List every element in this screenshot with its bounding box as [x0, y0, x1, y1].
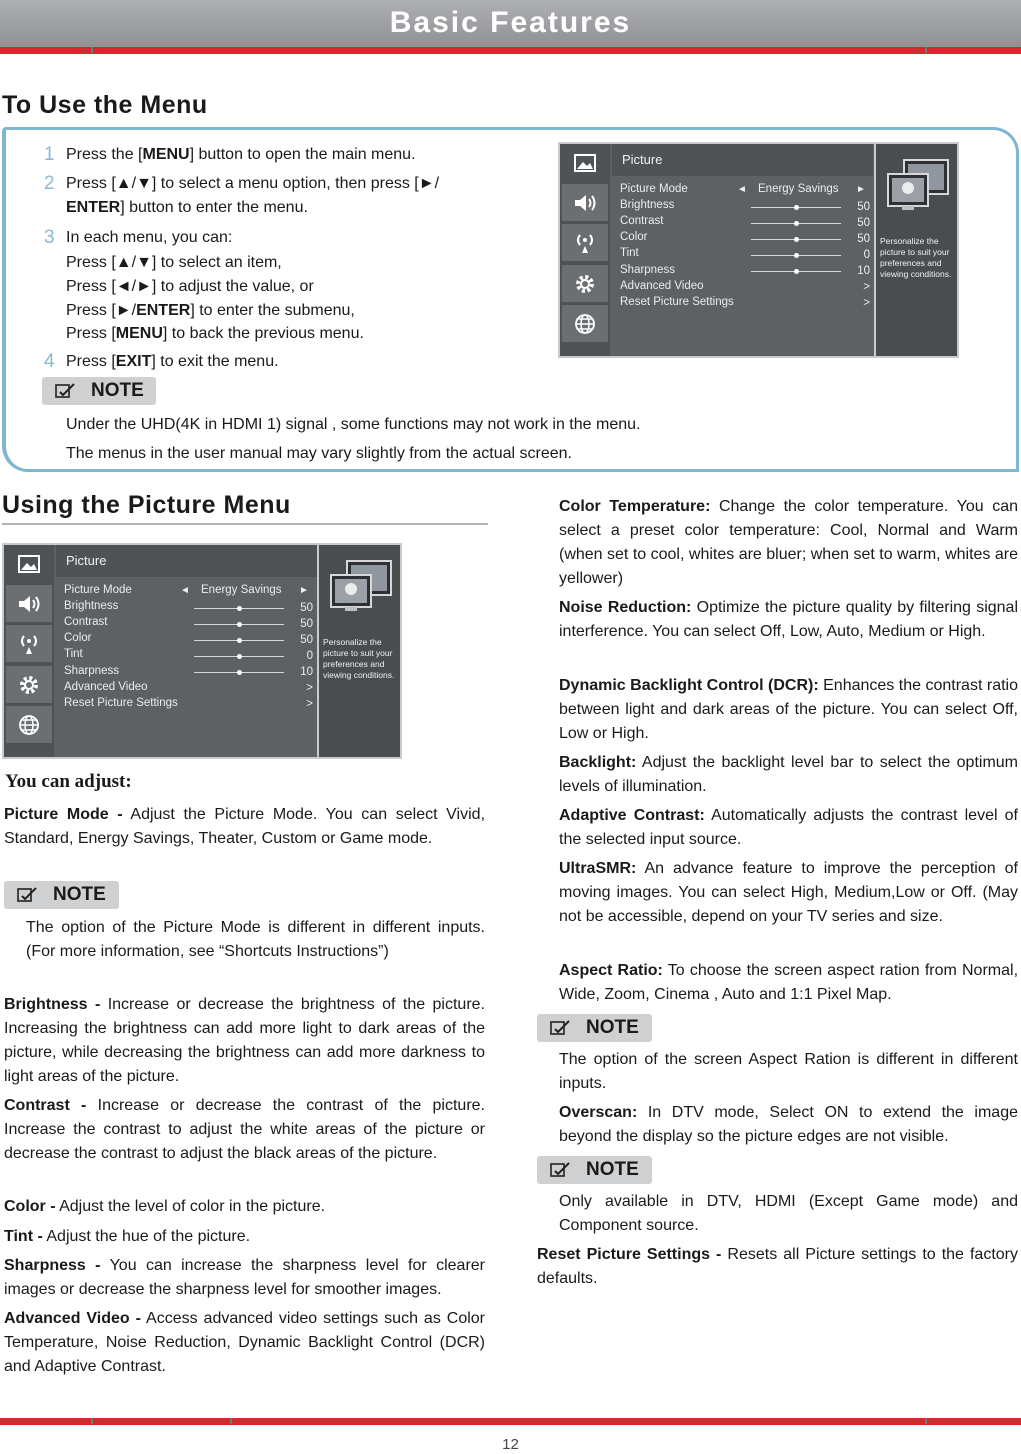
note-badge — [537, 1014, 652, 1042]
footer-tick — [230, 1418, 232, 1424]
menu-title: Picture — [56, 545, 317, 577]
menu-item-contrast: Contrast — [620, 215, 664, 227]
step-text: Press [EXIT] to exit the menu. — [66, 353, 279, 370]
section-heading-menu: To Use the Menu — [2, 91, 208, 119]
menu-item-reset: Reset Picture Settings — [620, 296, 734, 308]
footer-tick — [91, 1418, 93, 1424]
menu-item-sharpness: Sharpness — [620, 264, 675, 276]
tint-slider — [751, 255, 841, 256]
substep: Press [►/ENTER] to enter the submenu, — [66, 302, 355, 319]
arrow-right-icon: ► — [299, 585, 309, 596]
slider-knob — [794, 221, 799, 226]
header-banner — [0, 0, 1021, 47]
color-slider — [194, 640, 284, 641]
note-badge — [4, 881, 119, 909]
reset-chevron: > — [863, 297, 870, 309]
menu-item-tint: Tint — [620, 247, 639, 259]
menu-item-contrast: Contrast — [64, 616, 108, 628]
slider-knob — [237, 670, 242, 675]
arrow-right-icon: ► — [856, 184, 866, 195]
tint-slider — [194, 656, 284, 657]
menu-title: Picture — [612, 144, 873, 176]
slider-knob — [794, 237, 799, 242]
paragraph-aspect-ratio: Aspect Ratio: To choose the screen aspect ration from Normal, Wide, Zoom, Cinema , Auto and 1:1 Pixel Map. — [559, 962, 1019, 1003]
tv-picture-menu — [558, 142, 959, 358]
slider-knob — [237, 622, 242, 627]
paragraph-adaptive-contrast: Adaptive Contrast: Automatically adjusts the contrast level of the selected input source. — [559, 807, 1019, 848]
substep: Press [◄/►] to adjust the value, or — [66, 278, 314, 295]
step-text: In each menu, you can: — [66, 229, 233, 246]
step-number: 4 — [44, 351, 55, 372]
advanced-video-chevron: > — [863, 281, 870, 293]
arrow-left-icon: ◄ — [737, 184, 747, 195]
step-number: 1 — [44, 144, 55, 165]
paragraph-sharpness: Sharpness - You can increase the sharpness level for clearer images or decrease the sharpness level for smoother images. — [4, 1257, 485, 1298]
menu-icon-column — [560, 144, 610, 356]
color-value: 50 — [857, 233, 870, 245]
note-badge — [537, 1156, 652, 1184]
tv-picture-icon — [329, 559, 395, 615]
note-pencil-icon — [550, 1161, 571, 1178]
menu-help-panel — [317, 545, 400, 757]
help-text: Personalize the picture to suit your preferences and viewing conditions. — [880, 236, 952, 279]
page-title: Basic Features — [389, 6, 632, 39]
step-text: Press [▲/▼] to select a menu option, then press [►/ ENTER] button to enter the menu. — [66, 175, 440, 216]
menu-item-brightness: Brightness — [620, 199, 675, 211]
paragraph-brightness: Brightness - Increase or decrease the brightness of the picture. Increasing the brightness can add more light to dark areas of the picture, while decreasing the brightness can add more darkness to light areas of the picture. — [4, 996, 486, 1085]
help-text: Personalize the picture to suit your preferences and viewing conditions. — [323, 637, 395, 680]
paragraph-color: Color - Adjust the level of color in the picture. — [4, 1198, 326, 1215]
menu-item-color: Color — [620, 231, 648, 243]
note-label: NOTE — [91, 380, 144, 401]
advanced-video-chevron: > — [306, 682, 313, 694]
menu-item-reset: Reset Picture Settings — [64, 697, 178, 709]
paragraph-tint: Tint - Adjust the hue of the picture. — [4, 1228, 251, 1245]
step-number: 3 — [44, 227, 55, 248]
footer-divider — [0, 1418, 1021, 1425]
paragraph-ultrasmr: UltraSMR: An advance feature to improve the perception of moving images. You can select High, Medium,Low or Off. (May not be accessible, depend on your TV series and size. — [559, 860, 1018, 925]
contrast-value: 50 — [300, 618, 313, 630]
tv-picture-icon — [886, 158, 952, 214]
menu-item-tint: Tint — [64, 648, 83, 660]
sound-icon — [562, 184, 608, 221]
header-tick — [925, 47, 927, 53]
color-value: 50 — [300, 634, 313, 646]
note-text: The menus in the user manual may vary slightly from the actual screen. — [66, 445, 572, 462]
substep: Press [MENU] to back the previous menu. — [66, 325, 364, 342]
substep: Press [▲/▼] to select an item, — [66, 254, 282, 271]
brightness-slider — [194, 608, 284, 609]
adjust-heading: You can adjust: — [5, 771, 132, 792]
menu-item-picture-mode: Picture Mode — [620, 183, 688, 195]
step-text: Press the [MENU] button to open the main menu. — [66, 146, 416, 163]
sound-icon — [6, 585, 52, 622]
header-divider — [0, 47, 1021, 54]
section-heading-picture: Using the Picture Menu — [2, 491, 291, 519]
note-label: NOTE — [53, 884, 106, 905]
network-icon — [562, 224, 608, 261]
sharpness-value: 10 — [300, 666, 313, 678]
picture-mode-value: Energy Savings — [758, 183, 839, 195]
note-pencil-icon — [550, 1019, 571, 1036]
tint-value: 0 — [863, 249, 870, 261]
picture-mode-value: Energy Savings — [201, 584, 282, 596]
slider-knob — [237, 638, 242, 643]
slider-knob — [237, 606, 242, 611]
paragraph-dcr: Dynamic Backlight Control (DCR): Enhances the contrast ratio between light and dark areas of the picture. You can select Off, Low or High. — [559, 677, 1018, 742]
brightness-value: 50 — [857, 201, 870, 213]
footer-tick — [925, 1418, 927, 1424]
header-tick — [91, 47, 93, 53]
slider-knob — [794, 269, 799, 274]
step-number: 2 — [44, 173, 55, 194]
sharpness-slider — [751, 271, 841, 272]
tv-picture-menu-2 — [2, 543, 402, 759]
sharpness-slider — [194, 672, 284, 673]
globe-icon — [562, 305, 608, 342]
note-pencil-icon — [55, 382, 76, 399]
menu-item-advanced-video: Advanced Video — [64, 681, 148, 693]
picture-icon — [562, 145, 608, 180]
menu-help-panel — [874, 144, 957, 356]
settings-gear-icon — [6, 666, 52, 703]
page-number: 12 — [502, 1436, 519, 1453]
picture-icon — [6, 546, 52, 581]
note-text: Under the UHD(4K in HDMI 1) signal , some functions may not work in the menu. — [66, 416, 641, 433]
section-underline — [2, 523, 488, 525]
paragraph-contrast: Contrast - Increase or decrease the contrast of the picture. Increase the contrast to adjust the white areas of the picture or decrease the contrast to adjust the black areas of the picture. — [4, 1097, 486, 1162]
menu-icon-column — [4, 545, 54, 757]
reset-chevron: > — [306, 698, 313, 710]
paragraph-noise-reduction: Noise Reduction: Optimize the picture quality by filtering signal interference. You can select Off, Low, Auto, Medium or High. — [559, 599, 1019, 640]
note-label: NOTE — [586, 1159, 639, 1180]
menu-item-picture-mode: Picture Mode — [64, 584, 132, 596]
paragraph-reset-picture-settings: Reset Picture Settings - Resets all Picture settings to the factory defaults. — [537, 1246, 1018, 1287]
sharpness-value: 10 — [857, 265, 870, 277]
slider-knob — [794, 253, 799, 258]
menu-item-advanced-video: Advanced Video — [620, 280, 704, 292]
contrast-slider — [751, 223, 841, 224]
paragraph-advanced-video: Advanced Video - Access advanced video settings such as Color Temperature, Noise Reduction, Dynamic Backlight Control (DCR) and Adaptive Contrast. — [4, 1310, 485, 1375]
note-pencil-icon — [17, 886, 38, 903]
menu-item-brightness: Brightness — [64, 600, 119, 612]
slider-knob — [237, 654, 242, 659]
note-picture-mode: The option of the Picture Mode is different in different inputs. (For more information, see “Shortcuts Instructions”) — [26, 919, 485, 960]
network-icon — [6, 625, 52, 662]
note-aspect-ratio: The option of the screen Aspect Ration is different in different inputs. — [559, 1051, 1018, 1092]
slider-knob — [794, 205, 799, 210]
note-overscan: Only available in DTV, HDMI (Except Game mode) and Component source. — [559, 1193, 1018, 1234]
paragraph-picture-mode: Picture Mode - Adjust the Picture Mode. You can select Vivid, Standard, Energy Savings, Theater, Custom or Game mode. — [4, 806, 486, 847]
menu-item-sharpness: Sharpness — [64, 665, 119, 677]
paragraph-backlight: Backlight: Adjust the backlight level bar to select the optimum levels of illumination. — [559, 754, 1018, 795]
menu-item-color: Color — [64, 632, 92, 644]
arrow-left-icon: ◄ — [180, 585, 190, 596]
globe-icon — [6, 706, 52, 743]
brightness-slider — [751, 207, 841, 208]
contrast-value: 50 — [857, 217, 870, 229]
paragraph-color-temperature: Color Temperature: Change the color temperature. You can select a preset color temperature: Cool, Normal and Warm (when set to cool, whites are bluer; when set to warm, whites are yellower) — [559, 498, 1019, 587]
note-badge — [42, 377, 156, 405]
contrast-slider — [194, 624, 284, 625]
settings-gear-icon — [562, 265, 608, 302]
paragraph-overscan: Overscan: In DTV mode, Select ON to extend the image beyond the display so the picture edges are not visible. — [559, 1104, 1018, 1145]
brightness-value: 50 — [300, 602, 313, 614]
tint-value: 0 — [306, 650, 313, 662]
color-slider — [751, 239, 841, 240]
note-label: NOTE — [586, 1017, 639, 1038]
